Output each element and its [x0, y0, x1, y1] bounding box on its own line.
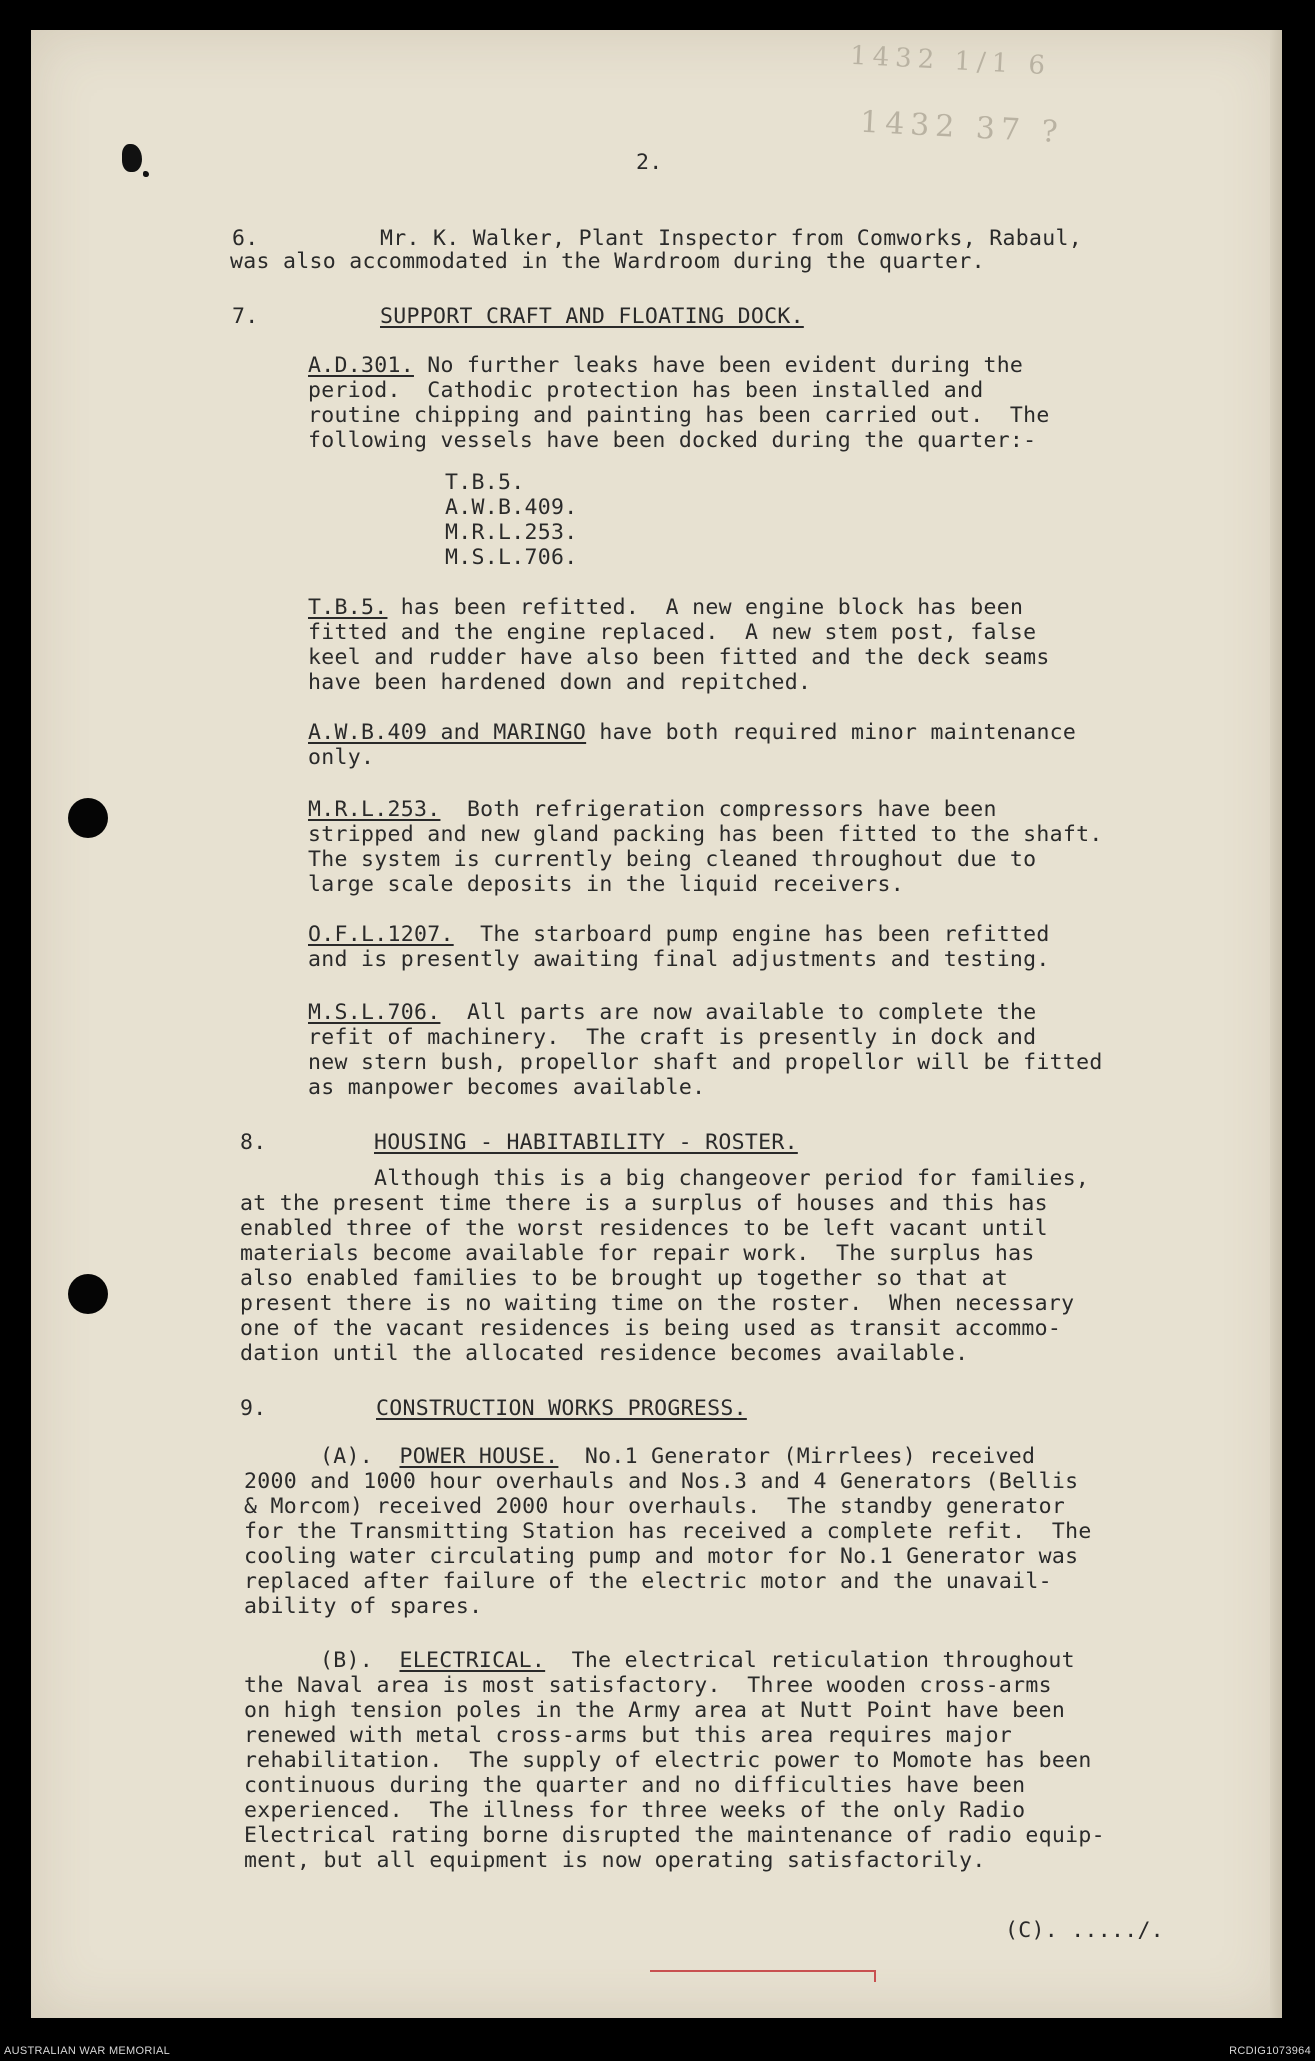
ofl-line: and is presently awaiting final adjustments and testing.	[308, 947, 1050, 972]
vessel-list-item: M.S.L.706.	[445, 545, 578, 570]
power-house-line: cooling water circulating pump and motor for No.1 Generator was	[244, 1544, 1079, 1569]
pencil-reference: 1432 1/1 6	[849, 40, 1052, 82]
power-house-line: & Morcom) received 2000 hour overhauls. The standby generator	[244, 1494, 1066, 1519]
continuation-marker: (C). ...../.	[1005, 1918, 1164, 1943]
ad301-paragraph: A.D.301. No further leaks have been evident during the	[308, 353, 1024, 378]
msl-paragraph: M.S.L.706. All parts are now available to complete the	[308, 1000, 1037, 1025]
mrl-line: stripped and new gland packing has been fitted to the shaft.	[308, 822, 1103, 847]
tb5-line: have been hardened down and repitched.	[308, 670, 812, 695]
para9-number: 9.	[240, 1396, 267, 1421]
awb-paragraph: A.W.B.409 and MARINGO have both required minor maintenance	[308, 720, 1077, 745]
vessel-list-item: A.W.B.409.	[445, 495, 578, 520]
electrical-line: rehabilitation. The supply of electric power to Momote has been	[244, 1748, 1092, 1773]
para8-line: materials become available for repair work. The surplus has	[240, 1241, 1035, 1266]
vessel-list-item: M.R.L.253.	[445, 520, 578, 545]
para8-line: dation until the allocated residence becomes available.	[240, 1341, 969, 1366]
electrical-paragraph: (B). ELECTRICAL. The electrical reticulation throughout	[320, 1648, 1075, 1673]
awb-label: A.W.B.409 and MARINGO	[308, 720, 587, 745]
ofl-label: O.F.L.1207.	[308, 922, 454, 947]
para8-number: 8.	[240, 1130, 267, 1155]
power-house-line: replaced after failure of the electric motor and the unavail-	[244, 1569, 1052, 1594]
para8-line: also enabled families to be brought up together so that at	[240, 1266, 1009, 1291]
paper-edge	[1270, 30, 1282, 2018]
electrical-line: experienced. The illness for three weeks of the only Radio	[244, 1798, 1026, 1823]
power-house-paragraph: (A). POWER HOUSE. No.1 Generator (Mirrlees) received	[320, 1444, 1036, 1469]
para6-line: Mr. K. Walker, Plant Inspector from Comworks, Rabaul,	[380, 226, 1082, 251]
mrl-paragraph: M.R.L.253. Both refrigeration compressors have been	[308, 797, 997, 822]
ad301-line: following vessels have been docked during the quarter:-	[308, 428, 1037, 453]
para8-line: one of the vacant residences is being used as transit accommo-	[240, 1316, 1062, 1341]
electrical-line: continuous during the quarter and no difficulties have been	[244, 1773, 1026, 1798]
vessel-list-item: T.B.5.	[445, 470, 525, 495]
electrical-line: the Naval area is most satisfactory. Three wooden cross-arms	[244, 1673, 1052, 1698]
electrical-line: ment, but all equipment is now operating satisfactorily.	[244, 1848, 986, 1873]
para7-number: 7.	[232, 304, 259, 329]
electrical-line: on high tension poles in the Army area at Nutt Point have been	[244, 1698, 1066, 1723]
ad301-label: A.D.301.	[308, 353, 414, 378]
ink-blot	[122, 144, 142, 172]
power-house-line: 2000 and 1000 hour overhauls and Nos.3 and 4 Generators (Bellis	[244, 1469, 1079, 1494]
footer-id: RCDIG1073964	[1229, 2045, 1311, 2057]
para7-heading: SUPPORT CRAFT AND FLOATING DOCK.	[380, 304, 804, 329]
msl-label: M.S.L.706.	[308, 1000, 441, 1025]
para8-line: present there is no waiting time on the roster. When necessary	[240, 1291, 1075, 1316]
electrical-line: renewed with metal cross-arms but this area requires major	[244, 1723, 1013, 1748]
msl-line: new stern bush, propellor shaft and propellor will be fitted	[308, 1050, 1103, 1075]
msl-line: refit of machinery. The craft is presently in dock and	[308, 1025, 1037, 1050]
power-house-line: for the Transmitting Station has received a complete refit. The	[244, 1519, 1092, 1544]
para9-heading: CONSTRUCTION WORKS PROGRESS.	[376, 1396, 747, 1421]
electrical-line: Electrical rating borne disrupted the maintenance of radio equip-	[244, 1823, 1105, 1848]
para6-number: 6.	[232, 226, 259, 251]
ink-speck	[143, 171, 149, 177]
para8-line: Although this is a big changeover period for families,	[374, 1166, 1090, 1191]
mrl-label: M.R.L.253.	[308, 797, 441, 822]
punch-hole-upper	[68, 798, 108, 838]
mrl-line: The system is currently being cleaned throughout due to	[308, 847, 1037, 872]
page-number: 2.	[636, 150, 663, 175]
electrical-label: ELECTRICAL.	[399, 1648, 546, 1673]
tb5-paragraph: T.B.5. has been refitted. A new engine block has been	[308, 595, 1024, 620]
para8-line: enabled three of the worst residences to be left vacant until	[240, 1216, 1048, 1241]
ofl-paragraph: O.F.L.1207. The starboard pump engine has been refitted	[308, 922, 1050, 947]
ad301-line: period. Cathodic protection has been installed and	[308, 378, 984, 403]
footer-source: AUSTRALIAN WAR MEMORIAL	[4, 2045, 171, 2057]
awb-line: only.	[308, 745, 375, 770]
power-house-label: POWER HOUSE.	[399, 1444, 559, 1469]
tb5-line: fitted and the engine replaced. A new stem post, false	[308, 620, 1037, 645]
para6-line: was also accommodated in the Wardroom during the quarter.	[230, 249, 985, 274]
tb5-line: keel and rudder have also been fitted and the deck seams	[308, 645, 1050, 670]
mrl-line: large scale deposits in the liquid receivers.	[308, 872, 904, 897]
msl-line: as manpower becomes available.	[308, 1075, 706, 1100]
punch-hole-lower	[68, 1274, 108, 1314]
para8-heading: HOUSING - HABITABILITY - ROSTER.	[374, 1130, 798, 1155]
red-stamp-mark	[650, 1970, 876, 1982]
power-house-line: ability of spares.	[244, 1594, 483, 1619]
para8-line: at the present time there is a surplus of houses and this has	[240, 1191, 1048, 1216]
tb5-label: T.B.5.	[308, 595, 388, 620]
ad301-line: routine chipping and painting has been carried out. The	[308, 403, 1050, 428]
pencil-reference-lower: 1432 37 ?	[859, 104, 1065, 151]
